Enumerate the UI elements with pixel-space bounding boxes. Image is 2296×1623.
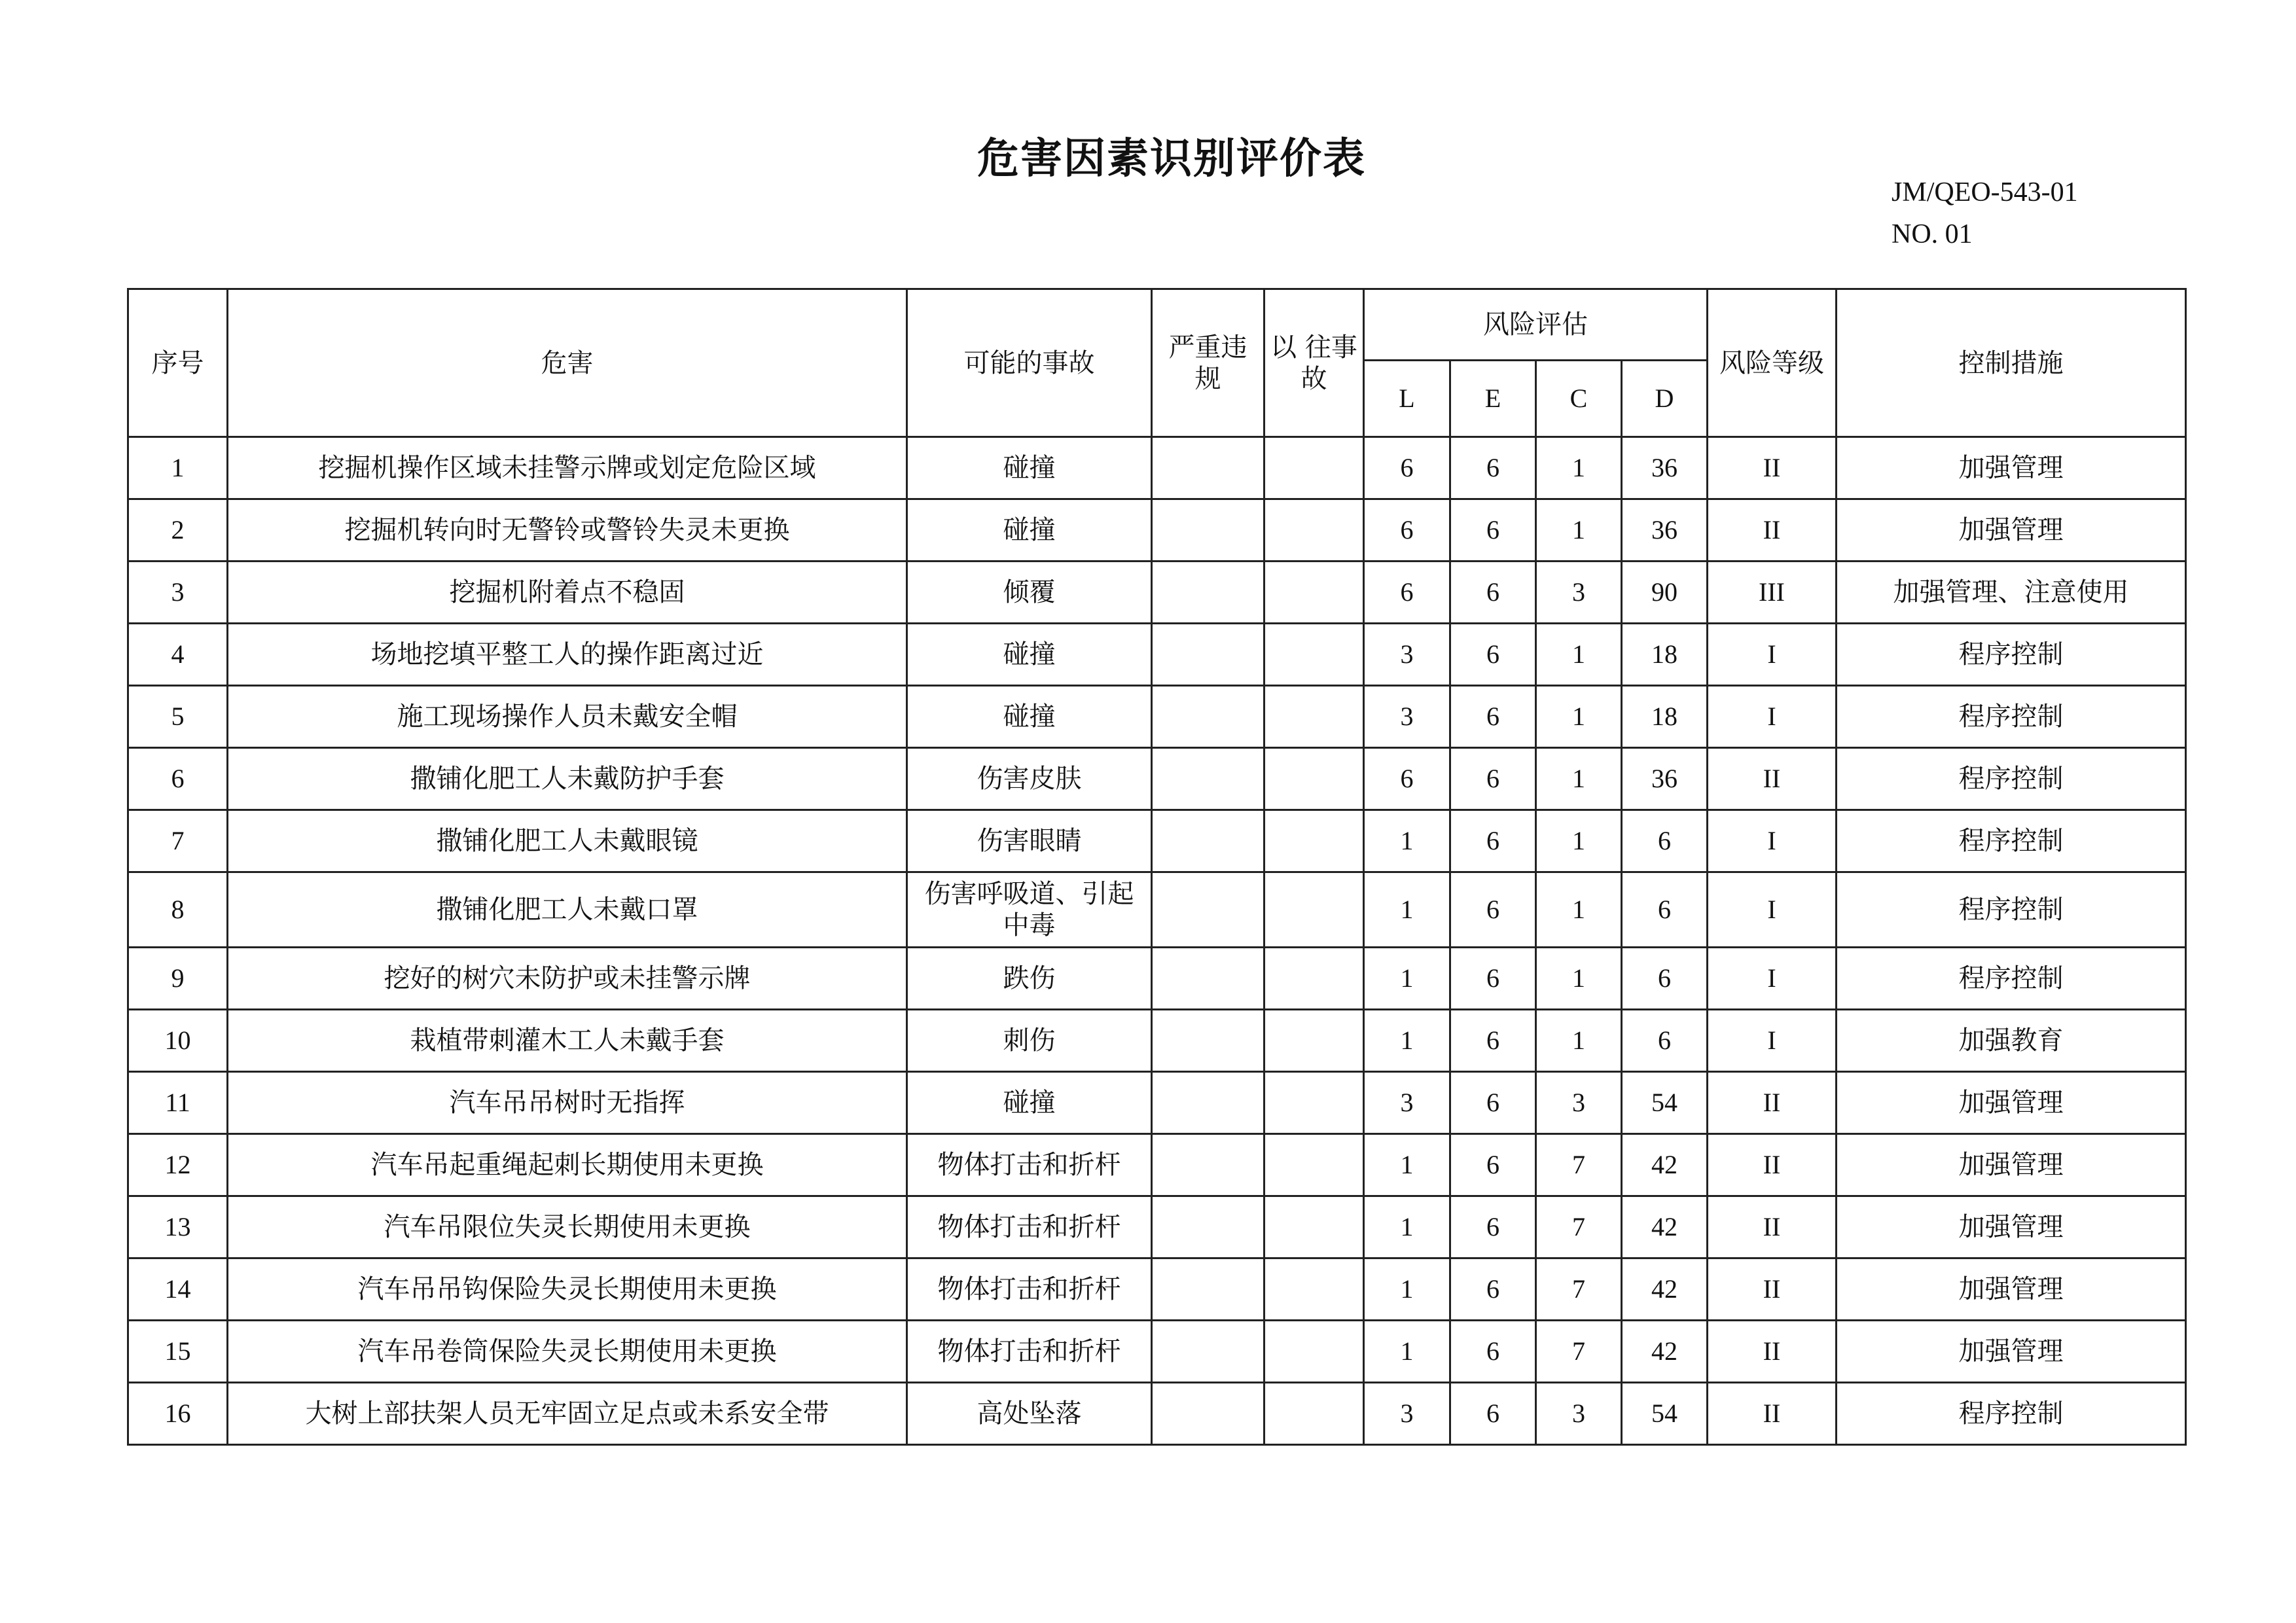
cell-violation	[1152, 872, 1265, 948]
cell-d: 18	[1622, 624, 1708, 686]
cell-level: II	[1708, 1196, 1837, 1258]
cell-hazard: 撒铺化肥工人未戴防护手套	[228, 748, 907, 810]
cell-violation	[1152, 686, 1265, 748]
cell-level: II	[1708, 1134, 1837, 1196]
cell-accident: 碰撞	[907, 1072, 1152, 1134]
cell-no: 16	[128, 1383, 228, 1445]
cell-hazard: 挖好的树穴未防护或未挂警示牌	[228, 948, 907, 1010]
cell-d: 42	[1622, 1196, 1708, 1258]
table-row	[128, 1134, 2186, 1196]
cell-no: 12	[128, 1134, 228, 1196]
cell-history	[1265, 1134, 1364, 1196]
cell-violation	[1152, 437, 1265, 499]
cell-history	[1265, 1072, 1364, 1134]
cell-control: 程序控制	[1837, 686, 2186, 748]
document-number-block	[1892, 171, 2078, 255]
cell-violation	[1152, 1010, 1265, 1072]
cell-l: 1	[1364, 1134, 1450, 1196]
cell-violation	[1152, 499, 1265, 562]
cell-violation	[1152, 624, 1265, 686]
cell-d: 36	[1622, 748, 1708, 810]
cell-l: 1	[1364, 1258, 1450, 1321]
cell-control: 程序控制	[1837, 624, 2186, 686]
cell-l: 1	[1364, 1321, 1450, 1383]
cell-control: 加强教育	[1837, 1010, 2186, 1072]
table-row	[128, 562, 2186, 624]
cell-c: 1	[1536, 1010, 1622, 1072]
cell-accident: 倾覆	[907, 562, 1152, 624]
table-row	[128, 1258, 2186, 1321]
cell-no: 4	[128, 624, 228, 686]
header-e: E	[1450, 361, 1536, 437]
cell-no: 15	[128, 1321, 228, 1383]
cell-level: I	[1708, 948, 1837, 1010]
cell-history	[1265, 872, 1364, 948]
cell-c: 7	[1536, 1134, 1622, 1196]
cell-accident: 伤害眼睛	[907, 810, 1152, 872]
cell-level: I	[1708, 872, 1837, 948]
cell-no: 9	[128, 948, 228, 1010]
cell-d: 6	[1622, 810, 1708, 872]
cell-level: I	[1708, 810, 1837, 872]
cell-hazard: 汽车吊吊树时无指挥	[228, 1072, 907, 1134]
cell-control: 程序控制	[1837, 748, 2186, 810]
cell-c: 7	[1536, 1196, 1622, 1258]
cell-violation	[1152, 1196, 1265, 1258]
cell-c: 1	[1536, 748, 1622, 810]
cell-e: 6	[1450, 1134, 1536, 1196]
cell-e: 6	[1450, 948, 1536, 1010]
table-row	[128, 499, 2186, 562]
cell-hazard: 栽植带刺灌木工人未戴手套	[228, 1010, 907, 1072]
cell-hazard: 撒铺化肥工人未戴口罩	[228, 872, 907, 948]
cell-no: 10	[128, 1010, 228, 1072]
cell-c: 1	[1536, 810, 1622, 872]
header-l: L	[1364, 361, 1450, 437]
cell-level: II	[1708, 437, 1837, 499]
header-accident: 可能的事故	[907, 289, 1152, 437]
cell-d: 42	[1622, 1134, 1708, 1196]
cell-accident: 刺伤	[907, 1010, 1152, 1072]
cell-history	[1265, 810, 1364, 872]
cell-accident: 碰撞	[907, 499, 1152, 562]
cell-no: 8	[128, 872, 228, 948]
cell-control: 加强管理	[1837, 1196, 2186, 1258]
cell-l: 6	[1364, 562, 1450, 624]
cell-e: 6	[1450, 624, 1536, 686]
cell-no: 1	[128, 437, 228, 499]
cell-control: 加强管理	[1837, 499, 2186, 562]
cell-d: 36	[1622, 437, 1708, 499]
cell-no: 13	[128, 1196, 228, 1258]
cell-l: 6	[1364, 437, 1450, 499]
cell-e: 6	[1450, 810, 1536, 872]
cell-c: 1	[1536, 872, 1622, 948]
cell-history	[1265, 748, 1364, 810]
cell-level: II	[1708, 1321, 1837, 1383]
cell-c: 1	[1536, 499, 1622, 562]
cell-history	[1265, 1383, 1364, 1445]
cell-d: 54	[1622, 1383, 1708, 1445]
cell-accident: 碰撞	[907, 437, 1152, 499]
cell-no: 6	[128, 748, 228, 810]
cell-history	[1265, 437, 1364, 499]
cell-d: 90	[1622, 562, 1708, 624]
cell-e: 6	[1450, 748, 1536, 810]
cell-e: 6	[1450, 1321, 1536, 1383]
cell-e: 6	[1450, 1072, 1536, 1134]
cell-hazard: 挖掘机附着点不稳固	[228, 562, 907, 624]
cell-accident: 物体打击和折杆	[907, 1258, 1152, 1321]
cell-d: 42	[1622, 1258, 1708, 1321]
cell-e: 6	[1450, 1196, 1536, 1258]
cell-control: 加强管理	[1837, 1134, 2186, 1196]
cell-level: I	[1708, 624, 1837, 686]
cell-history	[1265, 1010, 1364, 1072]
header-history: 以 往事故	[1265, 289, 1364, 437]
cell-hazard: 汽车吊起重绳起刺长期使用未更换	[228, 1134, 907, 1196]
cell-history	[1265, 1321, 1364, 1383]
table-row	[128, 748, 2186, 810]
table-row	[128, 948, 2186, 1010]
cell-violation	[1152, 1383, 1265, 1445]
cell-violation	[1152, 748, 1265, 810]
cell-violation	[1152, 1072, 1265, 1134]
cell-d: 6	[1622, 948, 1708, 1010]
cell-l: 1	[1364, 872, 1450, 948]
cell-e: 6	[1450, 872, 1536, 948]
cell-l: 1	[1364, 1196, 1450, 1258]
cell-accident: 伤害皮肤	[907, 748, 1152, 810]
cell-history	[1265, 562, 1364, 624]
cell-level: I	[1708, 1010, 1837, 1072]
cell-hazard: 大树上部扶架人员无牢固立足点或未系安全带	[228, 1383, 907, 1445]
cell-d: 36	[1622, 499, 1708, 562]
cell-violation	[1152, 948, 1265, 1010]
cell-l: 6	[1364, 748, 1450, 810]
cell-history	[1265, 624, 1364, 686]
cell-c: 7	[1536, 1258, 1622, 1321]
hazard-evaluation-table	[127, 288, 2187, 1446]
cell-level: III	[1708, 562, 1837, 624]
cell-level: I	[1708, 686, 1837, 748]
cell-e: 6	[1450, 1258, 1536, 1321]
document-serial-number: NO. 01	[1892, 219, 1973, 249]
cell-c: 3	[1536, 1383, 1622, 1445]
cell-e: 6	[1450, 437, 1536, 499]
table-row	[128, 1383, 2186, 1445]
header-hazard: 危害	[228, 289, 907, 437]
cell-e: 6	[1450, 499, 1536, 562]
cell-c: 7	[1536, 1321, 1622, 1383]
header-seq: 序号	[128, 289, 228, 437]
table-row	[128, 1010, 2186, 1072]
cell-control: 加强管理	[1837, 1072, 2186, 1134]
cell-e: 6	[1450, 1383, 1536, 1445]
cell-hazard: 汽车吊吊钩保险失灵长期使用未更换	[228, 1258, 907, 1321]
cell-l: 3	[1364, 624, 1450, 686]
cell-c: 1	[1536, 624, 1622, 686]
cell-level: II	[1708, 1383, 1837, 1445]
cell-c: 1	[1536, 686, 1622, 748]
cell-l: 3	[1364, 686, 1450, 748]
cell-l: 3	[1364, 1072, 1450, 1134]
cell-violation	[1152, 1134, 1265, 1196]
cell-hazard: 汽车吊限位失灵长期使用未更换	[228, 1196, 907, 1258]
cell-hazard: 撒铺化肥工人未戴眼镜	[228, 810, 907, 872]
cell-accident: 高处坠落	[907, 1383, 1152, 1445]
header-level: 风险等级	[1708, 289, 1837, 437]
cell-c: 1	[1536, 437, 1622, 499]
table-row	[128, 872, 2186, 948]
cell-no: 2	[128, 499, 228, 562]
cell-accident: 碰撞	[907, 624, 1152, 686]
cell-no: 5	[128, 686, 228, 748]
cell-d: 42	[1622, 1321, 1708, 1383]
cell-violation	[1152, 1258, 1265, 1321]
cell-c: 3	[1536, 1072, 1622, 1134]
table-row	[128, 624, 2186, 686]
header-row	[128, 289, 2186, 361]
cell-e: 6	[1450, 562, 1536, 624]
cell-level: II	[1708, 748, 1837, 810]
cell-control: 加强管理	[1837, 437, 2186, 499]
cell-control: 程序控制	[1837, 1383, 2186, 1445]
cell-accident: 跌伤	[907, 948, 1152, 1010]
page-title: 危害因素识别评价表	[977, 134, 1366, 183]
table-row	[128, 686, 2186, 748]
cell-control: 程序控制	[1837, 872, 2186, 948]
cell-no: 7	[128, 810, 228, 872]
cell-hazard: 挖掘机操作区域未挂警示牌或划定危险区域	[228, 437, 907, 499]
cell-level: II	[1708, 499, 1837, 562]
cell-control: 程序控制	[1837, 810, 2186, 872]
cell-history	[1265, 1196, 1364, 1258]
cell-level: II	[1708, 1258, 1837, 1321]
cell-accident: 物体打击和折杆	[907, 1321, 1152, 1383]
header-risk-eval: 风险评估	[1364, 289, 1708, 361]
cell-l: 1	[1364, 948, 1450, 1010]
cell-l: 1	[1364, 810, 1450, 872]
cell-control: 程序控制	[1837, 948, 2186, 1010]
document-code: JM/QEO-543-01	[1892, 177, 2078, 207]
cell-history	[1265, 1258, 1364, 1321]
cell-l: 3	[1364, 1383, 1450, 1445]
cell-l: 6	[1364, 499, 1450, 562]
cell-d: 18	[1622, 686, 1708, 748]
table-row	[128, 810, 2186, 872]
header-c: C	[1536, 361, 1622, 437]
cell-d: 6	[1622, 1010, 1708, 1072]
cell-hazard: 挖掘机转向时无警铃或警铃失灵未更换	[228, 499, 907, 562]
cell-e: 6	[1450, 686, 1536, 748]
cell-hazard: 场地挖填平整工人的操作距离过近	[228, 624, 907, 686]
table-row	[128, 1321, 2186, 1383]
cell-history	[1265, 499, 1364, 562]
cell-no: 3	[128, 562, 228, 624]
cell-control: 加强管理、注意使用	[1837, 562, 2186, 624]
cell-no: 14	[128, 1258, 228, 1321]
cell-accident: 物体打击和折杆	[907, 1196, 1152, 1258]
header-violation: 严重违规	[1152, 289, 1265, 437]
cell-hazard: 汽车吊卷筒保险失灵长期使用未更换	[228, 1321, 907, 1383]
cell-l: 1	[1364, 1010, 1450, 1072]
cell-c: 3	[1536, 562, 1622, 624]
cell-history	[1265, 948, 1364, 1010]
header-control: 控制措施	[1837, 289, 2186, 437]
cell-violation	[1152, 1321, 1265, 1383]
cell-e: 6	[1450, 1010, 1536, 1072]
cell-accident: 碰撞	[907, 686, 1152, 748]
table-row	[128, 1196, 2186, 1258]
cell-level: II	[1708, 1072, 1837, 1134]
cell-history	[1265, 686, 1364, 748]
table-row	[128, 1072, 2186, 1134]
cell-accident: 伤害呼吸道、引起中毒	[907, 872, 1152, 948]
cell-control: 加强管理	[1837, 1321, 2186, 1383]
cell-hazard: 施工现场操作人员未戴安全帽	[228, 686, 907, 748]
cell-d: 6	[1622, 872, 1708, 948]
cell-c: 1	[1536, 948, 1622, 1010]
cell-accident: 物体打击和折杆	[907, 1134, 1152, 1196]
table-row	[128, 437, 2186, 499]
cell-violation	[1152, 810, 1265, 872]
cell-d: 54	[1622, 1072, 1708, 1134]
header-d: D	[1622, 361, 1708, 437]
cell-no: 11	[128, 1072, 228, 1134]
cell-control: 加强管理	[1837, 1258, 2186, 1321]
cell-violation	[1152, 562, 1265, 624]
